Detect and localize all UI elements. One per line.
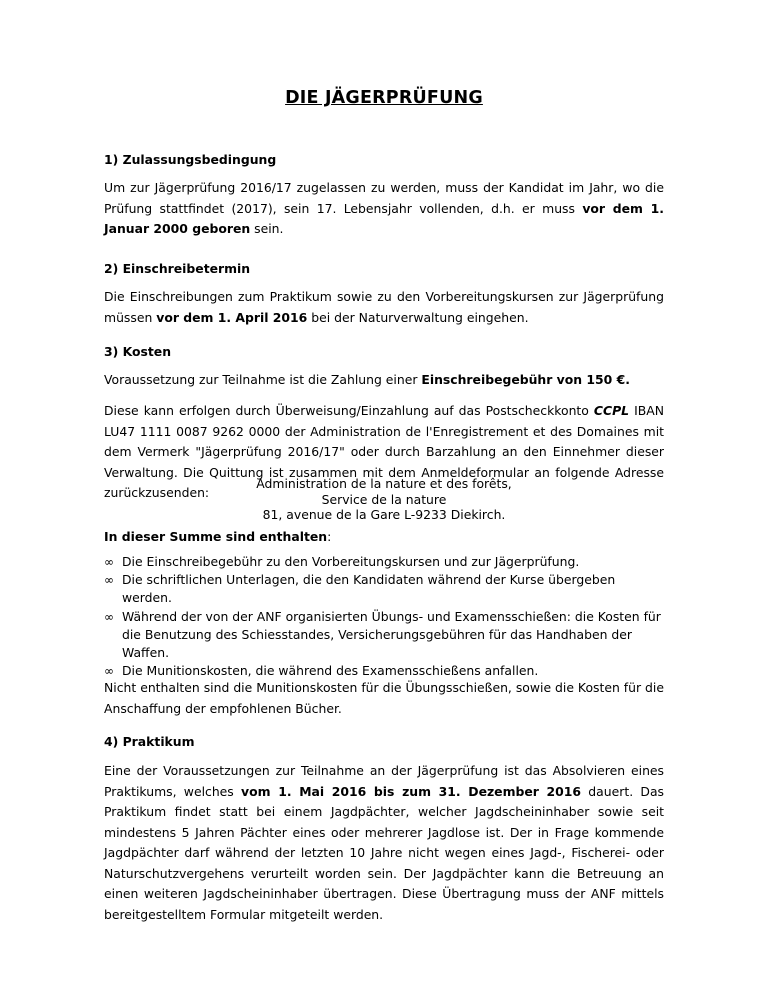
kosten-fee-amount: Einschreibegebühr von 150 €.	[421, 372, 630, 387]
payment-text-1: Diese kann erfolgen durch Überweisung/Einzahlung auf das Postscheckkonto	[104, 403, 594, 418]
praktikum-period: vom 1. Mai 2016 bis zum 31. Dezember 2016	[241, 783, 582, 799]
list-item-text: Die Munitionskosten, die während des Examensschießens anfallen.	[122, 663, 539, 679]
bullet-icon: ∞	[104, 664, 114, 679]
einschreibe-text-2: bei der Naturverwaltung eingehen.	[307, 309, 529, 325]
paragraph-einschreibetermin	[104, 287, 664, 328]
payment-text-2: IBAN LU47 1111 0087 9262 0000 der Administration de l'Enregistrement et des Domaines mit dem Vermerk "Jägerprüfung 2016/17" oder durch Barzahlung an den Einnehmer dieser Verwaltung. Die Quittung ist zusammen mit dem Anmeldeformular an folgende Adresse zurückzusenden:	[104, 403, 664, 500]
bullet-icon: ∞	[104, 555, 114, 569]
included-heading-line	[104, 529, 331, 544]
list-item-text: Die schriftlichen Unterlagen, die den Kandidaten während der Kurse übergeben werden.	[122, 572, 616, 606]
payment-ccpl: CCPL	[593, 403, 630, 418]
zulassung-text-1: Um zur Jägerprüfung 2016/17 zugelassen zu werden, muss der Kandidat im Jahr, wo die Prüfung stattfindet (2017), sein 17. Lebensjahr vollenden, d.h. er muss	[104, 180, 664, 216]
zulassung-text-2: sein.	[250, 221, 284, 236]
praktikum-text-1: Eine der Voraussetzungen zur Teilnahme an der Jägerprüfung ist das Absolvieren eines Praktikums, welches	[104, 763, 664, 799]
kosten-fee-text: Voraussetzung zur Teilnahme ist die Zahlung einer	[104, 372, 422, 387]
bullet-icon: ∞	[104, 573, 114, 588]
heading-kosten: 3) Kosten	[104, 344, 172, 359]
address-line-2: Service de la nature	[321, 491, 447, 507]
heading-einschreibetermin: 2) Einschreibetermin	[104, 261, 251, 276]
paragraph-kosten-fee	[104, 370, 664, 391]
einschreibe-text-1: Die Einschreibungen zum Praktikum sowie zu den Vorbereitungskursen zur Jägerprüfung müssen	[104, 289, 664, 325]
einschreibe-deadline: vor dem 1. April 2016	[156, 309, 308, 325]
zulassung-deadline: vor dem 1. Januar 2000 geboren	[104, 200, 664, 236]
list-item-text: Die Einschreibegebühr zu den Vorbereitungskursen und zur Jägerprüfung.	[122, 554, 580, 569]
bullet-icon: ∞	[104, 609, 114, 624]
page-title: DIE JÄGERPRÜFUNG	[285, 88, 483, 108]
paragraph-excluded: Nicht enthalten sind die Munitionskosten für die Übungsschießen, sowie die Kosten für die Anschaffung der empfohlenen Bücher.	[104, 680, 664, 716]
list-item	[104, 571, 664, 607]
address-line-1: Administration de la nature et des forêts,	[256, 476, 512, 491]
included-list	[104, 553, 664, 680]
paragraph-praktikum	[104, 761, 664, 925]
list-item-text: Während der von der ANF organisierten Übungs- und Examensschießen: die Kosten für die Benutzung des Schiesstandes, Versicherungsgebühren für das Handhaben der Waffen.	[122, 608, 661, 661]
included-colon: :	[327, 529, 332, 544]
address-block	[104, 476, 664, 523]
heading-zulassungsbedingung: 1) Zulassungsbedingung	[104, 152, 277, 167]
heading-praktikum: 4) Praktikum	[104, 734, 195, 749]
paragraph-zulassung	[104, 178, 664, 240]
list-item	[104, 608, 664, 663]
included-heading: In dieser Summe sind enthalten	[104, 529, 328, 544]
list-item	[104, 553, 664, 571]
address-line-3: 81, avenue de la Gare L-9233 Diekirch.	[262, 507, 506, 522]
praktikum-text-2: dauert. Das Praktikum findet statt bei einem Jagdpächter, welcher Jagdscheininhaber sowie seit mindestens 5 Jahren Pächter eines oder mehrerer Jagdlose ist. Der in Frage kommende Jagdpächter darf während der letzten 10 Jahre nicht wegen eines Jagd-, Fischerei- oder Naturschutzvergehens verurteilt worden sein. Der Jagdpächter kann die Betreuung an einen weiteren Jagdscheininhaber übertragen. Diese Übertragung muss der ANF mittels bereitgestelltem Formular mitgeteilt werden.	[104, 783, 665, 922]
